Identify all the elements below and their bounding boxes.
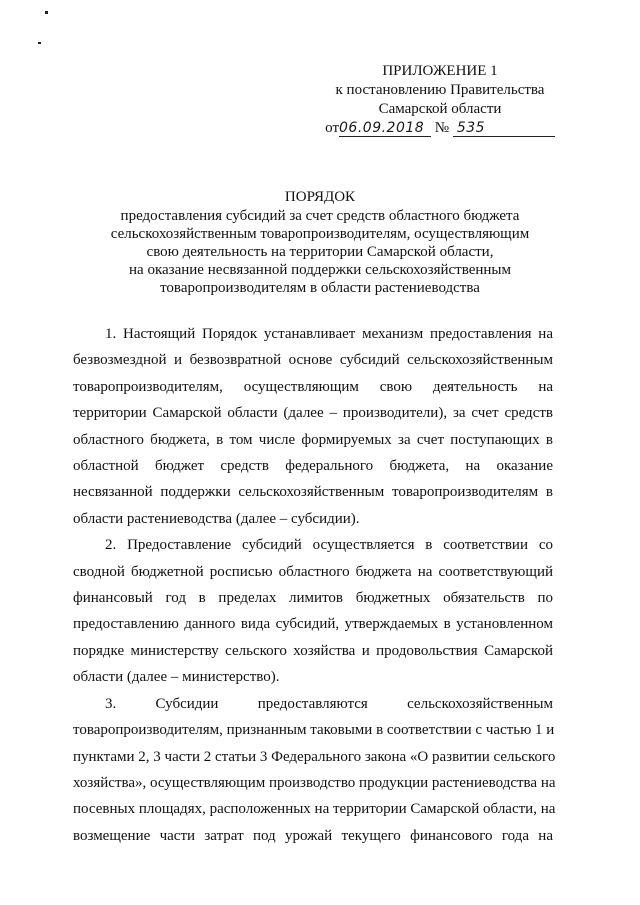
paragraph-2 [73, 532, 553, 690]
text-line: территории Самарской области (далее – производители), за счет средств [73, 405, 553, 422]
text-line: возмещение части затрат под урожай текущего финансового года на [73, 827, 553, 844]
number-field [453, 121, 555, 137]
text-line: хозяйства», осуществляющим производство продукции растениеводства на [73, 774, 556, 791]
text-line: пунктами 2, 3 части 2 статьи 3 Федерального закона «О развитии сельского [73, 748, 556, 765]
handwritten-date: 06.09.2018 [339, 120, 425, 136]
text-line: порядке министерству сельского хозяйства и продовольствия Самарской [73, 642, 553, 659]
text-line: товаропроизводителям, признанным таковыми в соответствии с частью 1 и [73, 722, 555, 739]
paragraph-1 [73, 321, 553, 532]
appendix-block [300, 62, 580, 138]
text-line: 1. Настоящий Порядок устанавливает механизм предоставления на [105, 326, 553, 342]
date-field [339, 121, 431, 137]
subtitle-line: свою деятельность на территории Самарской области, [146, 244, 494, 260]
subtitle-line: предоставления субсидий за счет средств областного бюджета [120, 208, 520, 224]
paragraph-3 [73, 691, 556, 849]
text-line: безвозмездной и безвозвратной основе субсидий сельскохозяйственным [73, 352, 553, 369]
scan-speck [38, 42, 41, 44]
appendix-title: ПРИЛОЖЕНИЕ 1 [382, 63, 498, 79]
document-title: ПОРЯДОК [284, 189, 356, 205]
document-heading [60, 188, 580, 297]
date-prefix: от [325, 120, 340, 136]
appendix-line-3: Самарской области [378, 101, 502, 117]
handwritten-number: 535 [456, 120, 486, 136]
text-line: товаропроизводителям, осуществляющим свою деятельность на [73, 378, 553, 395]
text-line: области растениеводства (далее – субсидии). [73, 510, 360, 527]
text-line: областной бюджет средств федерального бюджета, на оказание [73, 458, 553, 475]
text-line: предоставлению данного вида субсидий, утверждаемых в установленном [73, 616, 553, 633]
text-line: областного бюджета, в том числе формируемых за счет поступающих в [73, 431, 553, 448]
subtitle-line: на оказание несвязанной поддержки сельскохозяйственным [129, 262, 511, 278]
document-body [73, 321, 556, 849]
scan-speck [45, 11, 48, 14]
text-line: 2. Предоставление субсидий осуществляется в соответствии со [105, 537, 553, 554]
subtitle-line: товаропроизводителям в области растениеводства [160, 280, 480, 296]
appendix-date-line [300, 119, 580, 138]
text-line: 3. Субсидии предоставляются сельскохозяйственным [105, 695, 553, 712]
number-sign: № [434, 120, 450, 136]
text-line: сводной бюджетной росписью областного бюджета на соответствующий [73, 563, 553, 580]
appendix-line-2: к постановлению Правительства [335, 82, 545, 98]
subtitle-line: сельскохозяйственным товаропроизводителям, осуществляющим [110, 226, 530, 242]
text-line: области (далее – министерство). [73, 669, 280, 686]
text-line: несвязанной поддержки сельскохозяйственным товаропроизводителям в [73, 484, 553, 501]
text-line: посевных площадях, расположенных на территории Самарской области, на [73, 801, 556, 818]
text-line: финансовый год в пределах лимитов бюджетных обязательств по [73, 590, 553, 607]
